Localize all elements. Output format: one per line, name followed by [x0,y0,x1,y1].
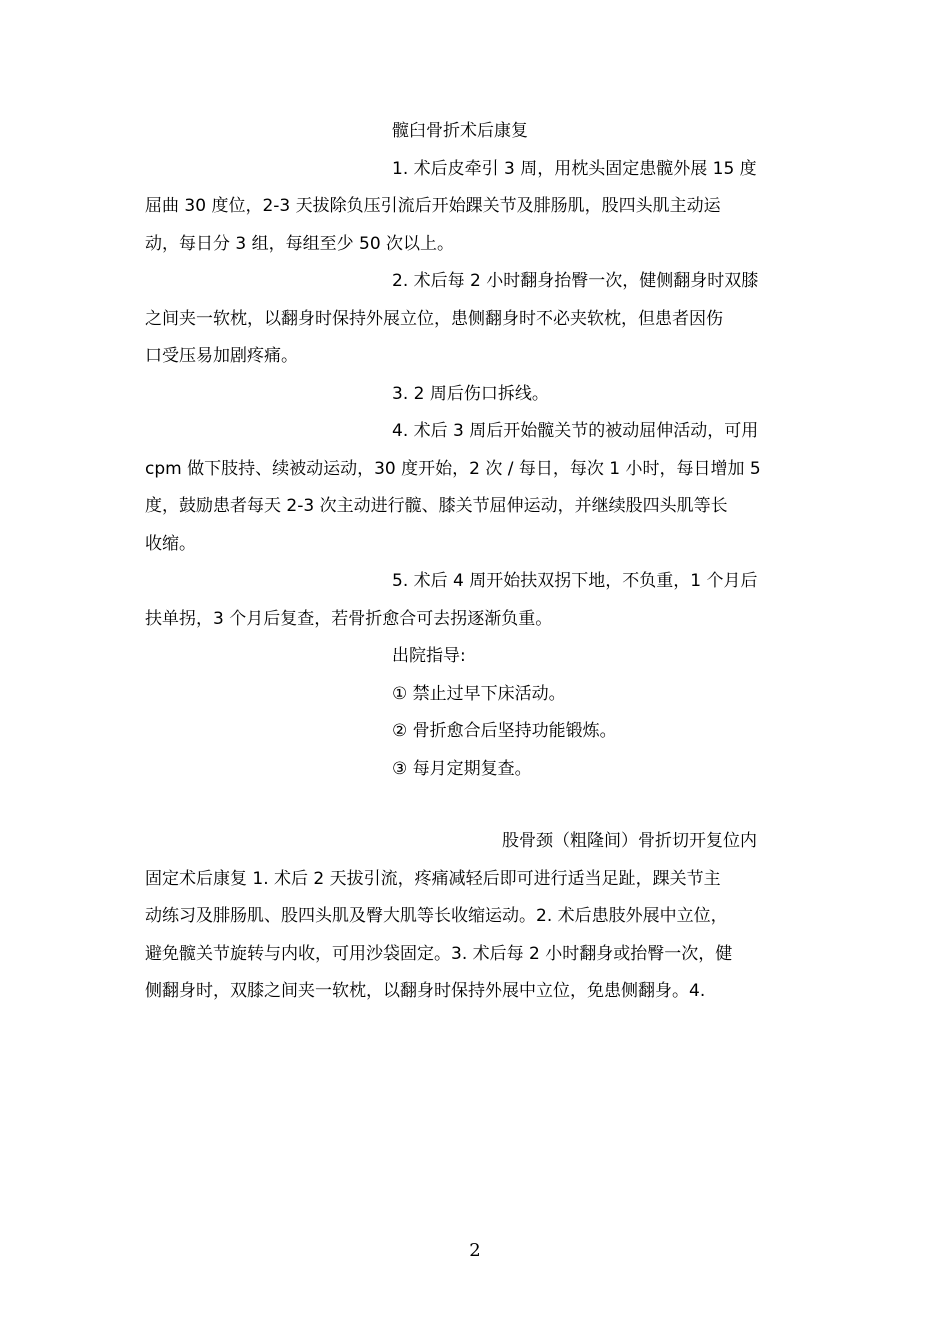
item2-line3: 口受压易加剧疼痛。 [145,346,298,366]
item5-line2: 扶单拐，3 个月后复查，若骨折愈合可去拐逐渐负重。 [145,608,553,629]
item1-line2: 屈曲 30 度位，2-3 天拔除负压引流后开始踝关节及腓肠肌，股四头肌主动运 [145,196,721,216]
item5-line1: 5. 术后 4 周开始扶双拐下地，不负重，1 个月后 [392,571,758,591]
item4-line1: 4. 术后 3 周后开始髋关节的被动屈伸活动，可用 [392,421,759,441]
page-number: 2 [469,1240,481,1261]
discharge-item: ② 骨折愈合后坚持功能锻炼。 [392,721,617,741]
section-title: 髋臼骨折术后康复 [392,121,528,141]
item1-line1: 1. 术后皮牵引 3 周，用枕头固定患髋外展 15 度 [392,158,757,179]
section-femoral-neck [145,823,810,1011]
section2-line1: 股骨颈（粗隆间）骨折切开复位内 [502,831,757,851]
section-hip-acetabulum [145,113,810,788]
item3-line1: 3. 2 周后伤口拆线。 [392,383,549,404]
section2-line4: 避免髋关节旋转与内收，可用沙袋固定。3. 术后每 2 小时翻身或抬臀一次，健 [145,943,733,964]
section2-line5: 侧翻身时，双膝之间夹一软枕，以翻身时保持外展中立位，免患侧翻身。4. [145,981,706,1001]
section2-line2: 固定术后康复 1. 术后 2 天拔引流，疼痛减轻后即可进行适当足趾，踝关节主 [145,868,721,889]
item2-line2: 之间夹一软枕，以翻身时保持外展立位，患侧翻身时不必夹软枕，但患者因伤 [145,308,723,329]
item4-line2: cpm 做下肢持、续被动运动，30 度开始，2 次 / 每日，每次 1 小时，每日增加 5 [145,458,761,479]
item4-line3: 度，鼓励患者每天 2-3 次主动进行髋、膝关节屈伸运动，并继续股四头肌等长 [145,496,728,516]
item2-line1: 2. 术后每 2 小时翻身抬臀一次，健侧翻身时双膝 [392,271,759,291]
item1-line3: 动，每日分 3 组，每组至少 50 次以上。 [145,233,455,254]
item4-line4: 收缩。 [145,533,196,554]
discharge-title: 出院指导: [392,646,466,666]
discharge-item: ③ 每月定期复查。 [392,758,532,779]
section2-line3: 动练习及腓肠肌、股四头肌及臀大肌等长收缩运动。2. 术后患肢外展中立位， [145,906,728,926]
discharge-item: ① 禁止过早下床活动。 [392,683,566,704]
